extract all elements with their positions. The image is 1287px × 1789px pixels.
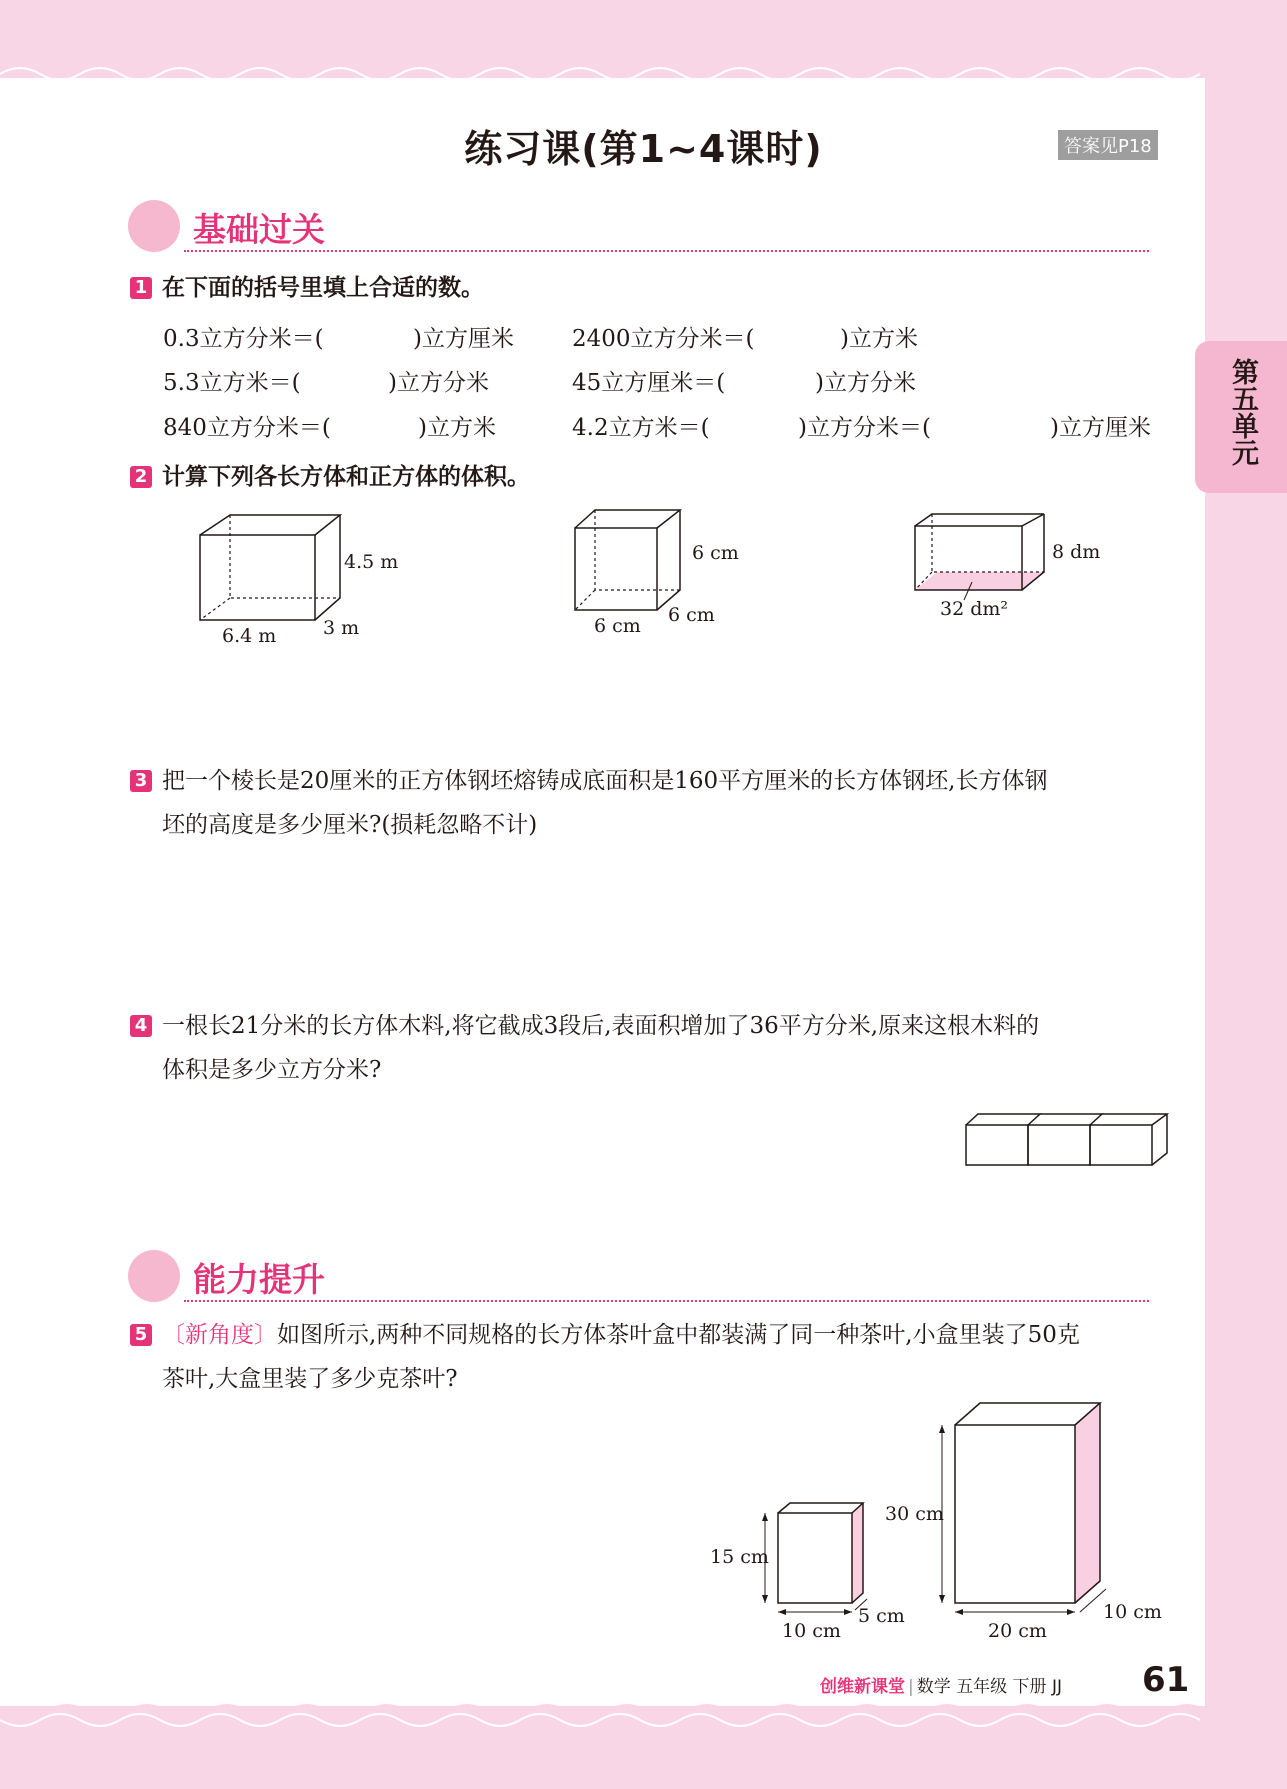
q1-item: )立方厘米 <box>1050 415 1151 441</box>
q1-item: )立方分米＝( <box>798 415 931 441</box>
dotted-divider <box>184 250 1149 252</box>
footer-separator: | <box>908 1677 914 1697</box>
section-advanced-header <box>128 1250 1160 1310</box>
dimension-label: 20 cm <box>988 1620 1047 1642</box>
section-title: 基础过关 <box>193 210 325 249</box>
dimension-label: 4.5 m <box>344 551 399 573</box>
question-1-text: 在下面的括号里填上合适的数。 <box>162 275 484 301</box>
brand-name: 创维新课堂 <box>820 1677 905 1697</box>
dimension-label: 15 cm <box>710 1546 769 1568</box>
question-number: 1 <box>130 277 152 299</box>
question-number: 3 <box>130 770 152 792</box>
dimension-label: 6.4 m <box>222 625 277 647</box>
dotted-divider <box>184 1300 1149 1302</box>
question-5-line-text: 如图所示,两种不同规格的长方体茶叶盒中都装满了同一种茶叶,小盒里装了50克 <box>277 1322 1080 1348</box>
dimension-label: 6 cm <box>594 615 641 637</box>
question-number: 4 <box>130 1015 152 1037</box>
q1-item: )立方米 <box>418 415 496 441</box>
section-basic-header <box>128 200 1160 260</box>
question-2-text: 计算下列各长方体和正方体的体积。 <box>162 464 530 490</box>
answer-reference: 答案见P18 <box>1058 130 1158 160</box>
q1-item: 5.3立方米＝( <box>163 370 301 396</box>
dimension-label: 6 cm <box>692 542 739 564</box>
cartoon-avatar-icon <box>128 200 180 252</box>
q1-item: 840立方分米＝( <box>163 415 331 441</box>
question-3-line: 把一个棱长是20厘米的正方体钢坯熔铸成底面积是160平方厘米的长方体钢坯,长方体钢 <box>162 768 1048 794</box>
question-3-line: 坯的高度是多少厘米?(损耗忽略不计) <box>162 812 538 838</box>
q1-item: )立方米 <box>840 326 918 352</box>
footer <box>820 1672 1062 1697</box>
dimension-label: 32 dm² <box>940 598 1009 620</box>
q1-item: )立方分米 <box>815 370 916 396</box>
question-4-line: 体积是多少立方分米? <box>162 1057 382 1083</box>
cuboid-figure-3 <box>912 512 1047 597</box>
page-title: 练习课(第1~4课时) <box>464 127 823 171</box>
dimension-label: 6 cm <box>668 604 715 626</box>
bottom-wave-border <box>0 1690 1287 1789</box>
wood-segments-figure <box>965 1113 1170 1168</box>
page-number: 61 <box>1142 1660 1190 1700</box>
book-info: 数学 五年级 下册 JJ <box>916 1677 1062 1697</box>
dimension-label: 5 cm <box>858 1605 905 1627</box>
q1-item: )立方厘米 <box>413 326 514 352</box>
new-angle-tag: 〔新角度〕 <box>162 1322 277 1348</box>
q1-item: 2400立方分米＝( <box>572 326 755 352</box>
dimension-label: 10 cm <box>782 1620 841 1642</box>
question-5-line <box>162 1313 1080 1357</box>
q1-item: 0.3立方分米＝( <box>163 326 324 352</box>
dimension-label: 8 dm <box>1052 541 1101 563</box>
cuboid-figure-1 <box>195 510 345 625</box>
question-number: 2 <box>130 466 152 488</box>
question-5-line: 茶叶,大盒里装了多少克茶叶? <box>162 1366 458 1392</box>
dimension-label: 30 cm <box>885 1503 944 1525</box>
cube-figure <box>572 508 687 613</box>
dimension-label: 10 cm <box>1103 1601 1162 1623</box>
section-title: 能力提升 <box>193 1260 325 1299</box>
cartoon-monkey-icon <box>128 1250 180 1302</box>
q1-item: )立方分米 <box>388 370 489 396</box>
q1-item: 4.2立方米＝( <box>572 415 710 441</box>
unit-tab-label: 第五单元 <box>1227 358 1258 466</box>
right-margin-strip <box>1205 78 1287 1706</box>
question-4-line: 一根长21分米的长方体木料,将它截成3段后,表面积增加了36平方分米,原来这根木料的 <box>162 1013 1040 1039</box>
dimension-label: 3 m <box>323 617 360 639</box>
q1-item: 45立方厘米＝( <box>572 370 726 396</box>
question-number: 5 <box>130 1324 152 1346</box>
